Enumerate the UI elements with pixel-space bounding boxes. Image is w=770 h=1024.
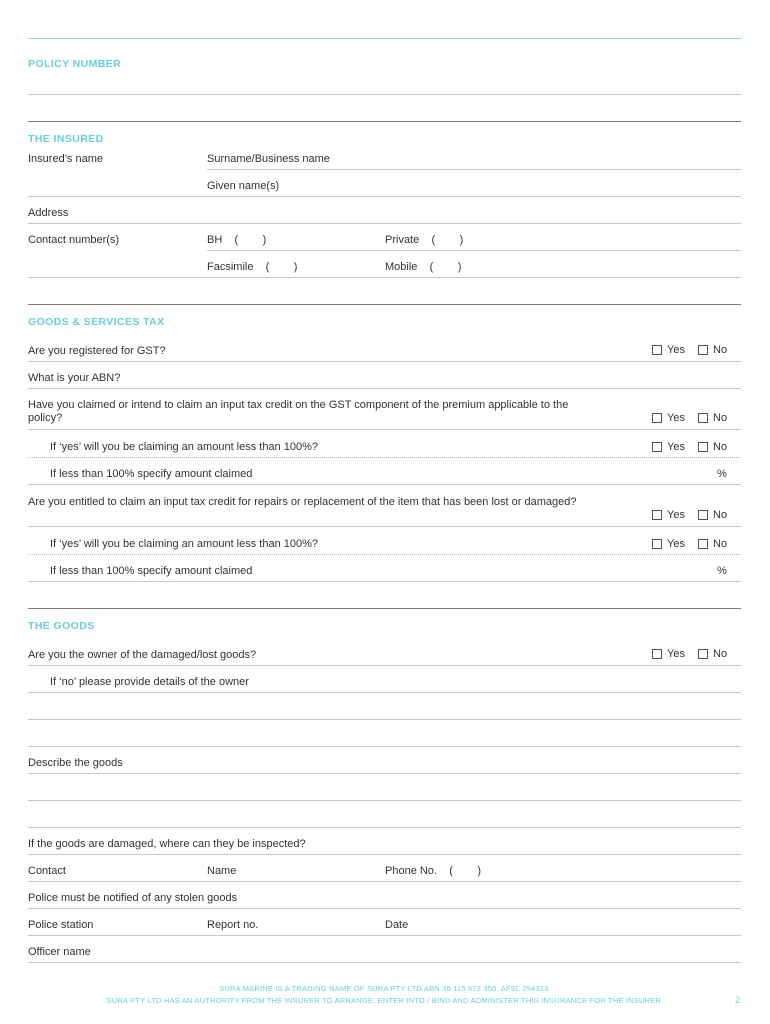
surname-label: Surname/Business name [207, 153, 330, 165]
describe-goods-field[interactable] [28, 800, 741, 801]
yes-checkbox[interactable] [652, 510, 662, 520]
abn-field[interactable] [28, 388, 741, 389]
address-label: Address [28, 207, 69, 219]
yes-label: Yes [667, 648, 685, 660]
footer-authority-notice: SURA PTY LTD HAS AN AUTHORITY FROM THE INSURER TO ARRANGE, ENTER INTO / BIND AND ADMINISTER THIS INSURANCE FOR THE INSURER. [106, 996, 664, 1005]
repairs-credit-question: Are you entitled to claim an input tax credit for repairs or replacement of the item that has been lost or damaged? [28, 496, 577, 508]
address-field[interactable] [28, 223, 741, 224]
phone-number-label: Phone No. ( ) [385, 865, 481, 877]
less-than-100-question-1: If ‘yes’ will you be claiming an amount less than 100%? [50, 441, 319, 453]
date-label: Date [385, 919, 409, 931]
yes-label: Yes [667, 344, 685, 356]
row-rule [28, 429, 741, 430]
input-tax-credit-question: Have you claimed or intend to claim an input tax credit on the GST component of the premium applicable to the policy? [28, 399, 569, 424]
row-rule [28, 526, 741, 527]
top-rule [28, 38, 741, 39]
less-than-100-question-2: If ‘yes’ will you be claiming an amount less than 100%? [50, 538, 319, 550]
bh-phone-label: BH ( ) [207, 234, 267, 246]
inspection-location-field[interactable] [28, 854, 741, 855]
facsimile-label: Facsimile ( ) [207, 261, 298, 273]
insured-name-label: Insured’s name [28, 153, 104, 165]
row-rule [28, 554, 741, 555]
no-checkbox[interactable] [698, 510, 708, 520]
police-station-label: Police station [28, 919, 94, 931]
policy-number-field[interactable] [28, 94, 741, 95]
owner-question: Are you the owner of the damaged/lost goods? [28, 649, 257, 661]
mobile-label: Mobile ( ) [385, 261, 462, 273]
name-label: Name [207, 865, 237, 877]
owner-details-label: If ‘no’ please provide details of the owner [50, 676, 249, 688]
row-rule [28, 361, 741, 362]
goods-heading: THE GOODS [28, 620, 95, 632]
surname-field[interactable] [207, 169, 741, 170]
page-number: 2 [734, 995, 740, 1005]
private-phone-label: Private ( ) [385, 234, 464, 246]
describe-goods-field[interactable] [28, 773, 741, 774]
describe-goods-field[interactable] [28, 827, 741, 828]
repairs-credit-options [652, 509, 747, 523]
contact-field[interactable] [28, 881, 741, 882]
no-label: No [713, 648, 728, 660]
no-label: No [713, 509, 728, 521]
row-rule [28, 457, 741, 458]
officer-name-field[interactable] [28, 962, 741, 963]
percent-sign: % [717, 565, 727, 577]
gst-heading: GOODS & SERVICES TAX [28, 316, 165, 328]
yes-checkbox[interactable] [652, 413, 662, 423]
no-checkbox[interactable] [698, 539, 708, 549]
section-divider [28, 121, 741, 122]
yes-checkbox[interactable] [652, 539, 662, 549]
yes-label: Yes [667, 538, 685, 550]
fax-mobile-field[interactable] [28, 277, 741, 278]
no-checkbox[interactable] [698, 442, 708, 452]
no-checkbox[interactable] [698, 649, 708, 659]
no-label: No [713, 412, 728, 424]
less-than-100-options-1 [652, 441, 747, 455]
section-divider [28, 304, 741, 305]
no-label: No [713, 538, 728, 550]
row-rule [28, 665, 741, 666]
input-tax-credit-options [652, 412, 747, 426]
specify-amount-label-1: If less than 100% specify amount claimed [50, 468, 253, 480]
no-checkbox[interactable] [698, 413, 708, 423]
gst-registered-question: Are you registered for GST? [28, 345, 166, 357]
yes-checkbox[interactable] [652, 442, 662, 452]
less-than-100-options-2 [652, 538, 747, 552]
police-notice-text: Police must be notified of any stolen goods [28, 892, 238, 904]
owner-details-field[interactable] [28, 746, 741, 747]
specify-amount-field-1[interactable] [28, 484, 741, 485]
owner-details-field[interactable] [28, 692, 741, 693]
no-checkbox[interactable] [698, 345, 708, 355]
percent-sign: % [717, 468, 727, 480]
contact-label: Contact [28, 865, 66, 877]
specify-amount-field-2[interactable] [28, 581, 741, 582]
yes-label: Yes [667, 441, 685, 453]
owner-options [652, 648, 747, 662]
gst-registered-options [652, 344, 747, 358]
given-names-label: Given name(s) [207, 180, 280, 192]
row-rule [28, 908, 741, 909]
policy-number-heading: POLICY NUMBER [28, 58, 122, 70]
given-names-field[interactable] [28, 196, 741, 197]
police-station-field[interactable] [28, 935, 741, 936]
section-divider [28, 608, 741, 609]
report-number-label: Report no. [207, 919, 259, 931]
specify-amount-label-2: If less than 100% specify amount claimed [50, 565, 253, 577]
no-label: No [713, 441, 728, 453]
describe-goods-label: Describe the goods [28, 757, 123, 769]
owner-details-field[interactable] [28, 719, 741, 720]
yes-label: Yes [667, 412, 685, 424]
abn-question: What is your ABN? [28, 372, 121, 384]
contact-numbers-label: Contact number(s) [28, 234, 120, 246]
yes-checkbox[interactable] [652, 345, 662, 355]
officer-name-label: Officer name [28, 946, 91, 958]
inspection-location-label: If the goods are damaged, where can they be inspected? [28, 838, 306, 850]
insured-heading: THE INSURED [28, 133, 104, 145]
yes-checkbox[interactable] [652, 649, 662, 659]
yes-label: Yes [667, 509, 685, 521]
no-label: No [713, 344, 728, 356]
footer-trading-name: SURA MARINE IS A TRADING NAME OF SURA PTY LTD ABN 36 115 672 350, AFSL 294313. [219, 984, 551, 993]
phone-field[interactable] [207, 250, 741, 251]
